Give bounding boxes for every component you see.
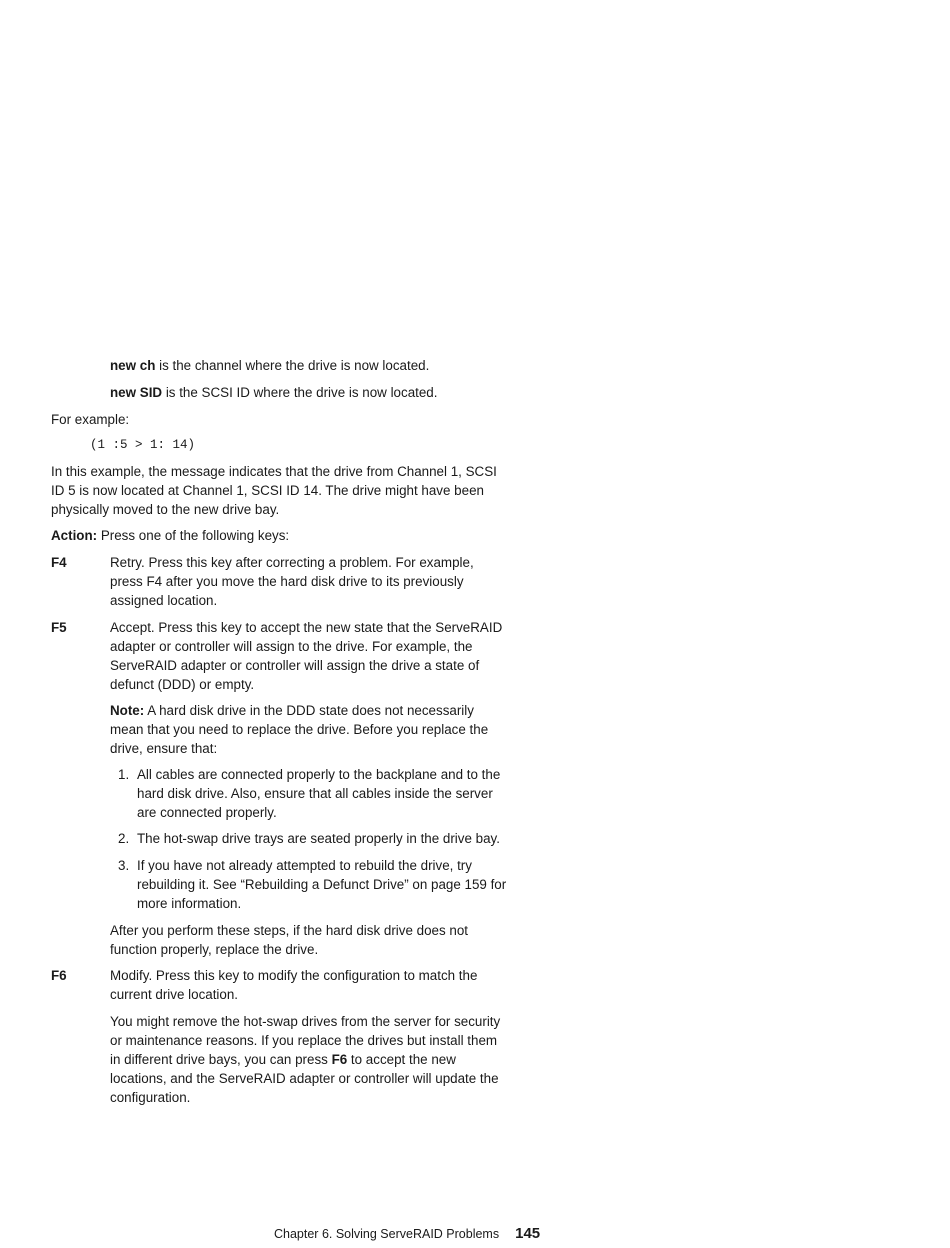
term-new-sid: new SID xyxy=(110,385,163,400)
text-line: The hot-swap drive trays are seated properly in the drive bay. xyxy=(137,831,500,846)
action-line: Action: Press one of the following keys: xyxy=(51,528,290,543)
for-example-label: For example: xyxy=(51,412,130,427)
step-number: 2. xyxy=(118,831,130,846)
f6-paragraph: You might remove the hot-swap drives from the server for security or maintenance reasons. If you replace the drives but install them in different drive bays, you can press F6 to accept the new locations, and the ServeRAID adapter or controller will update the configuration. xyxy=(110,1014,501,1105)
text-line: After you perform these steps, if the hard disk drive does not xyxy=(110,923,469,938)
key-f4: F4 xyxy=(51,555,67,570)
text-line: configuration. xyxy=(110,1090,191,1105)
text-line: drive, ensure that: xyxy=(110,741,218,756)
after-steps-paragraph xyxy=(110,921,468,959)
definition-new-sid: new SID is the SCSI ID where the drive is now located. xyxy=(110,385,438,400)
text-line: function properly, replace the drive. xyxy=(110,942,319,957)
text-line: current drive location. xyxy=(110,987,239,1002)
text-line: Retry. Press this key after correcting a problem. For example, xyxy=(110,555,474,570)
definition-new-ch: new ch is the channel where the drive is now located. xyxy=(110,358,430,373)
text-line: press F4 after you move the hard disk drive to its previously xyxy=(110,574,464,589)
text-line: mean that you need to replace the drive. Before you replace the xyxy=(110,722,489,737)
text-line: locations, and the ServeRAID adapter or controller will update the xyxy=(110,1071,499,1086)
text-line: defunct (DDD) or empty. xyxy=(110,677,255,692)
text-line: All cables are connected properly to the backplane and to the xyxy=(137,767,501,782)
text-line: are connected properly. xyxy=(137,805,277,820)
text-line: more information. xyxy=(137,896,242,911)
list-item xyxy=(137,765,500,822)
text-line: ID 5 is now located at Channel 1, SCSI ID 14. The drive might have been xyxy=(51,483,484,498)
text-line: assigned location. xyxy=(110,593,218,608)
f6-key-inline: F6 xyxy=(331,1052,348,1067)
text-line: Modify. Press this key to modify the configuration to match the xyxy=(110,968,478,983)
code-example: (1 :5 > 1: 14) xyxy=(90,438,196,452)
key-f5: F5 xyxy=(51,620,67,635)
text-line: In this example, the message indicates that the drive from Channel 1, SCSI xyxy=(51,464,497,479)
term-new-ch: new ch xyxy=(110,358,156,373)
key-f6: F6 xyxy=(51,968,67,983)
text-line: Accept. Press this key to accept the new state that the ServeRAID xyxy=(110,620,503,635)
chapter-title: Chapter 6. Solving ServeRAID Problems xyxy=(274,1227,500,1241)
text-line: adapter or controller will assign to the drive. For example, the xyxy=(110,639,473,654)
text-line: rebuilding it. See “Rebuilding a Defunct Drive” on page 159 for xyxy=(137,877,507,892)
step-number: 1. xyxy=(118,767,130,782)
list-item xyxy=(137,856,506,913)
text-line: ServeRAID adapter or controller will assign the drive a state of xyxy=(110,658,480,673)
note-label: Note: xyxy=(110,703,145,718)
action-label: Action: xyxy=(51,528,98,543)
list-item xyxy=(137,829,500,848)
page-footer xyxy=(274,1224,540,1244)
text-line: If you have not already attempted to rebuild the drive, try xyxy=(137,858,472,873)
step-number: 3. xyxy=(118,858,130,873)
f4-description xyxy=(110,553,474,610)
text-line: You might remove the hot-swap drives from the server for security xyxy=(110,1014,501,1029)
note-block: Note: A hard disk drive in the DDD state does not necessarily mean that you need to replace the drive. Before you replace the drive, ensure that: xyxy=(110,703,489,756)
page-number: 145 xyxy=(515,1225,541,1242)
text-line: physically moved to the new drive bay. xyxy=(51,502,280,517)
text-line: or maintenance reasons. If you replace the drives but install them xyxy=(110,1033,498,1048)
example-paragraph xyxy=(51,462,497,519)
text-line: hard disk drive. Also, ensure that all cables inside the server xyxy=(137,786,493,801)
f6-description xyxy=(110,966,477,1004)
f5-description xyxy=(110,618,502,694)
